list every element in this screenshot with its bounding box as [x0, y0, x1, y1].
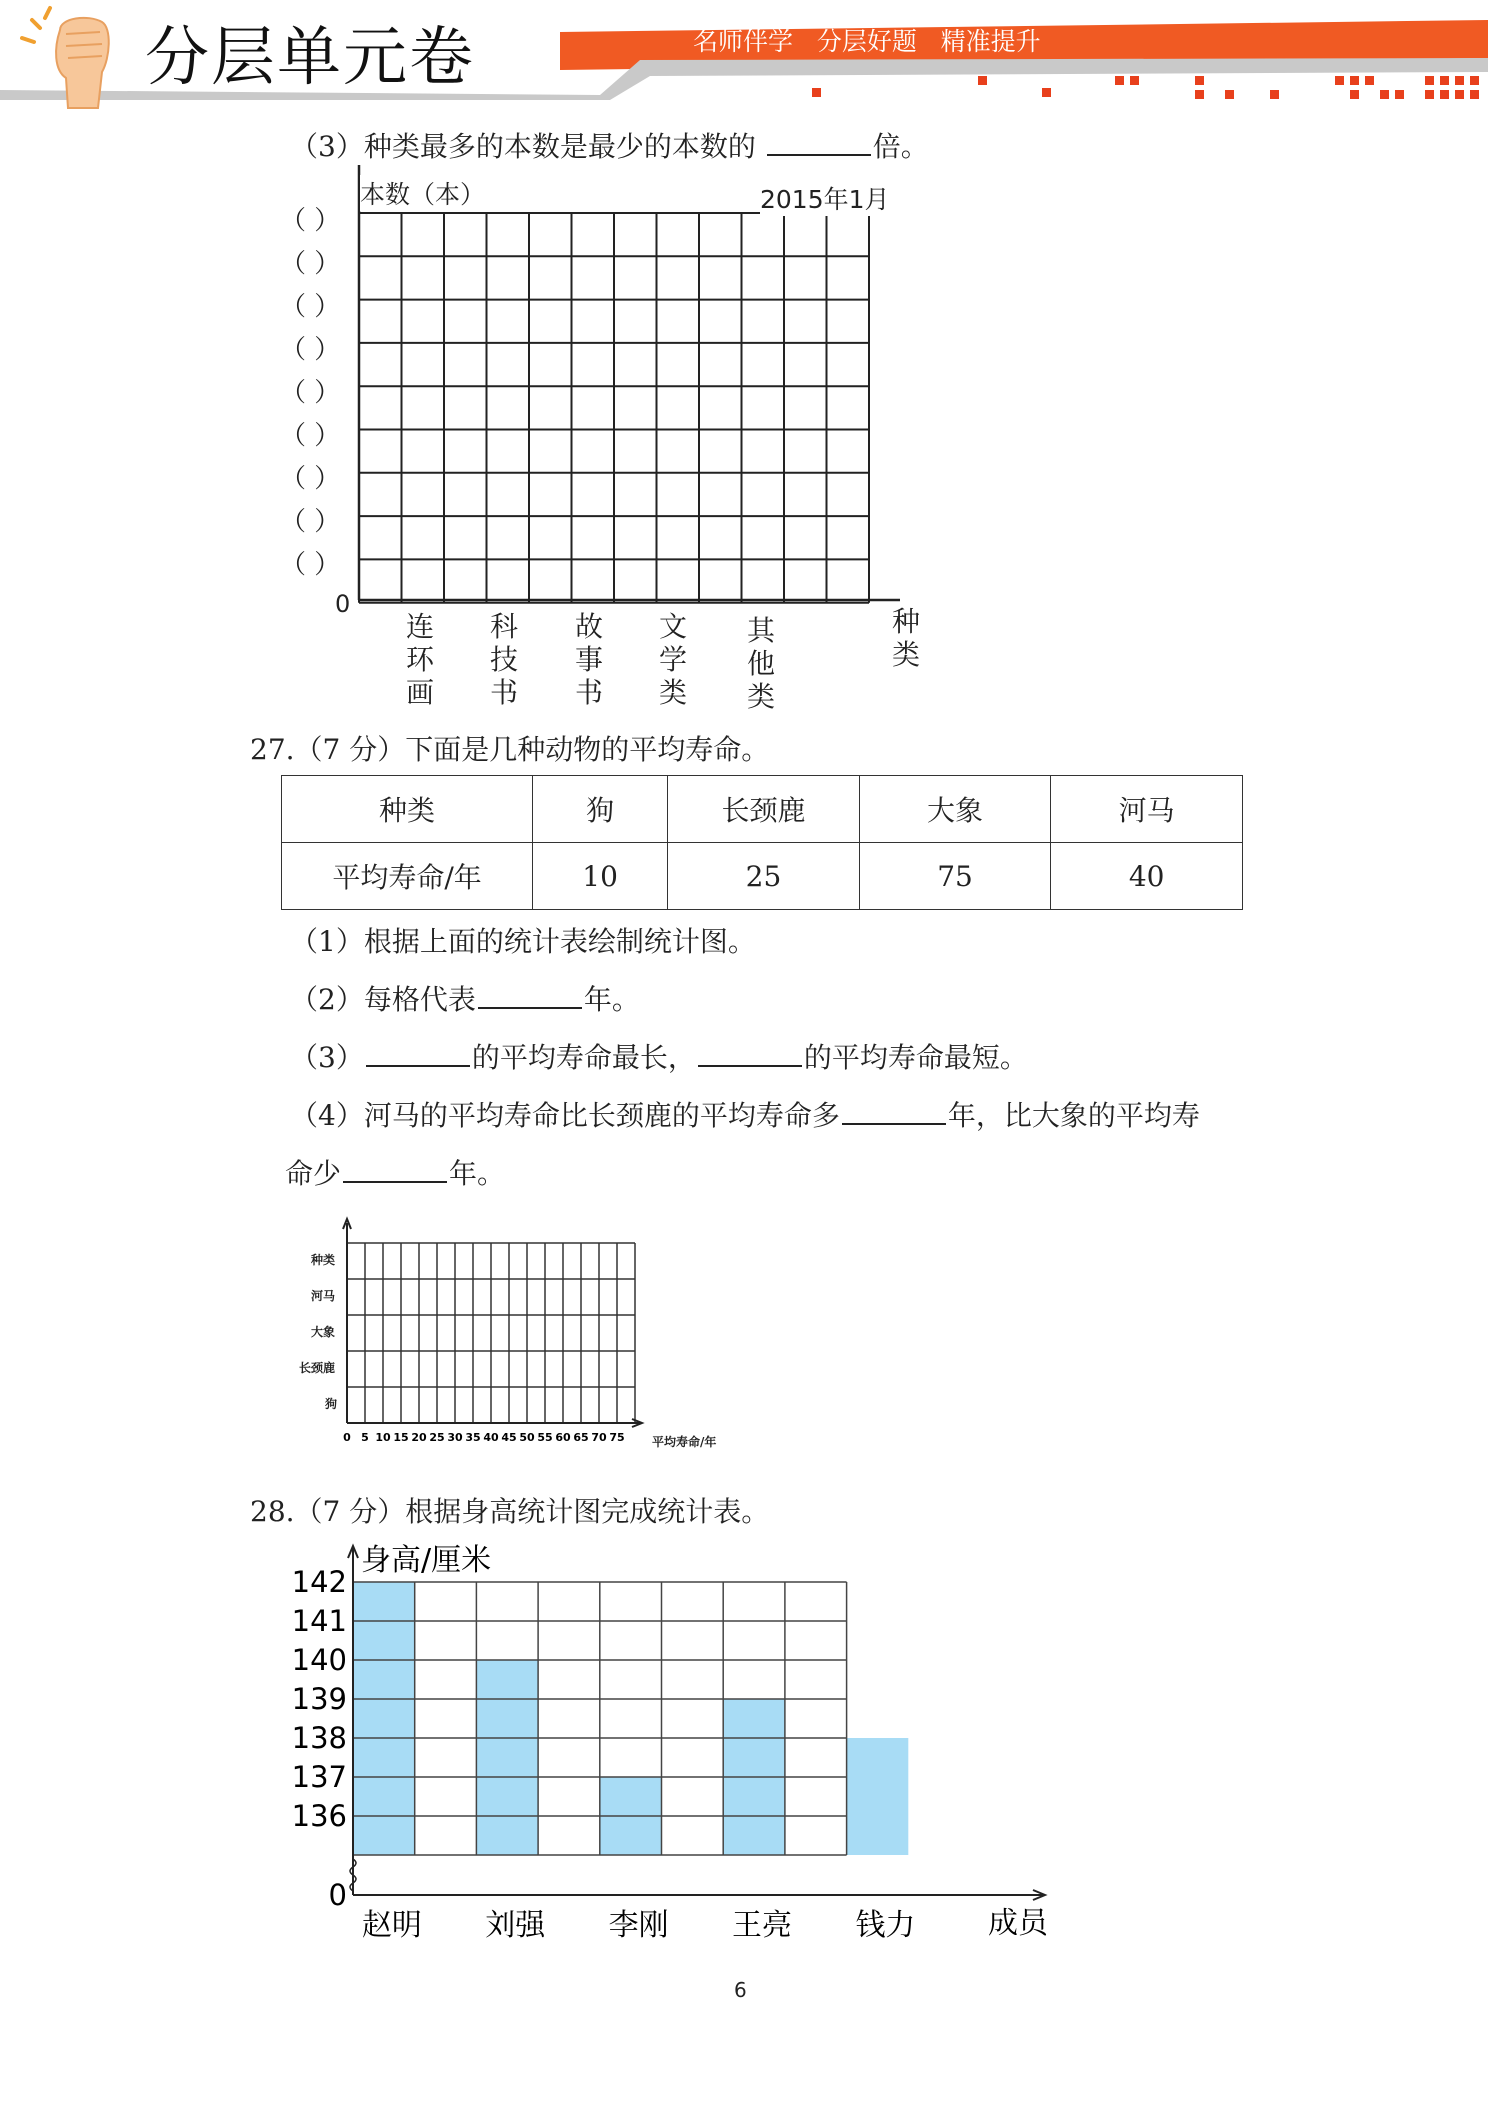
y-tick-label: 138 [291, 1721, 347, 1755]
fist-logo-icon [10, 0, 130, 110]
q27-sub3-prefix: （3） [290, 1041, 364, 1074]
q27-x-title: 平均寿命/年 [652, 1435, 717, 1449]
y-tick-label: 0 [328, 1878, 347, 1912]
x-tick-label: 75 [609, 1431, 625, 1444]
q26-ylabel: 本数（本） [360, 175, 489, 211]
q26-y-blank[interactable]: （ ） [280, 292, 341, 322]
x-tick-label: 刘强 [485, 1908, 546, 1943]
x-tick-label: 王亮 [732, 1908, 793, 1943]
y-tick-label: 137 [291, 1760, 347, 1794]
q26-ylabels [280, 165, 360, 618]
x-tick-label: 45 [501, 1431, 517, 1444]
x-tick-label: 70 [591, 1431, 607, 1444]
q27-table [281, 775, 1243, 910]
q28-title: 28.（7 分）根据身高统计图完成统计表。 [250, 1495, 770, 1528]
q26-y-blank[interactable]: （ ） [280, 550, 341, 580]
x-tick-label: 李刚 [608, 1908, 669, 1943]
x-tick-label: 15 [393, 1431, 409, 1444]
q27-sub4-mid: 年，比大象的平均寿 [947, 1099, 1200, 1132]
table-cell: 河马 [1051, 776, 1243, 843]
bar [476, 1660, 538, 1855]
q26-y-blank[interactable]: （ ） [280, 507, 341, 537]
q27-sub2-prefix: （2）每格代表 [290, 983, 476, 1016]
bar [847, 1738, 909, 1855]
x-tick-label: 55 [537, 1431, 553, 1444]
q27-sub4-blank-2[interactable] [343, 1155, 447, 1183]
y-tick-label: 139 [291, 1682, 347, 1716]
x-tick-label: 50 [519, 1431, 535, 1444]
x-tick-label: 10 [375, 1431, 391, 1444]
q27-sub3-blank-1[interactable] [366, 1039, 470, 1067]
q26-zero: 0 [335, 590, 351, 618]
q27-y-item: 长颈鹿 [299, 1361, 336, 1375]
q27-sub3-suffix: 的平均寿命最短。 [803, 1041, 1028, 1074]
q27-sub2-blank[interactable] [478, 981, 582, 1009]
x-tick-label: 25 [429, 1431, 445, 1444]
table-cell: 大象 [859, 776, 1051, 843]
q27-sub1: （1）根据上面的统计表绘制统计图。 [290, 925, 756, 958]
q26-cat-qitalei: 其 他 类 [746, 614, 775, 713]
q26-y-blank[interactable]: （ ） [280, 249, 341, 279]
q26-date: 2015年1月 [760, 180, 890, 216]
q27-sub4-line2-prefix: 命少 [285, 1157, 342, 1190]
q27-y-item: 狗 [325, 1397, 338, 1411]
header-slogan: 名师伴学 分层好题 精准提升 [693, 27, 1041, 56]
x-tick-label: 30 [447, 1431, 463, 1444]
q26-y-blank[interactable]: （ ） [280, 206, 341, 236]
x-axis-title: 成员 [988, 1906, 1048, 1941]
q27-sub4-blank-1[interactable] [842, 1097, 946, 1125]
y-tick-label: 141 [291, 1604, 347, 1638]
q27-sub3-blank-2[interactable] [698, 1039, 802, 1067]
q26-y-blank[interactable]: （ ） [280, 464, 341, 494]
q26-cat-gushishu: 故 事 书 [574, 610, 603, 709]
q26-y-blank[interactable]: （ ） [280, 378, 341, 408]
q27-sub2-suffix: 年。 [583, 983, 640, 1016]
q27-sub3-mid: 的平均寿命最长， [471, 1041, 696, 1074]
q28-chart [285, 1540, 1085, 1943]
table-cell: 狗 [533, 776, 668, 843]
x-tick-label: 40 [483, 1431, 499, 1444]
q26-y-blank[interactable]: （ ） [280, 335, 341, 365]
x-tick-label: 60 [555, 1431, 571, 1444]
x-tick-label: 35 [465, 1431, 481, 1444]
table-cell: 25 [668, 843, 860, 910]
table-cell: 种类 [282, 776, 533, 843]
q27-sub4 [290, 1094, 1200, 1134]
q27-sub4-line2 [285, 1152, 505, 1192]
q27-title: 27.（7 分）下面是几种动物的平均寿命。 [250, 733, 770, 766]
q27-sub2 [290, 978, 640, 1018]
x-tick-label: 钱力 [855, 1908, 916, 1943]
q26-sub3 [290, 125, 929, 165]
y-tick-label: 136 [291, 1799, 347, 1833]
q26-chart [280, 165, 940, 725]
table-row [282, 843, 1243, 910]
table-cell: 75 [859, 843, 1051, 910]
table-row [282, 776, 1243, 843]
header-title: 分层单元卷 [145, 21, 475, 95]
q26-grid[interactable] [280, 165, 940, 605]
q26-xaxis-label: 种 类 [891, 605, 920, 671]
x-tick-label: 5 [361, 1431, 369, 1444]
q26-cat-wenxuelei: 文 学 类 [658, 610, 687, 709]
x-tick-label: 0 [343, 1431, 351, 1444]
table-cell: 长颈鹿 [668, 776, 860, 843]
page-header [0, 0, 1488, 110]
q27-chart [295, 1215, 745, 1455]
page-number: 6 [734, 1978, 747, 2002]
x-tick-label: 赵明 [361, 1908, 422, 1943]
q26-cat-kejishu: 科 技 书 [489, 610, 518, 709]
q26-sub3-prefix: （3）种类最多的本数是最少的本数的 [290, 130, 756, 163]
table-cell: 40 [1051, 843, 1243, 910]
q27-y-title: 种类 [311, 1253, 336, 1267]
bar [353, 1582, 415, 1855]
q26-sub3-suffix: 倍。 [872, 130, 929, 163]
q28-bar-chart [285, 1540, 1085, 1943]
q27-grid[interactable] [295, 1215, 745, 1455]
q27-sub4-suffix: 年。 [449, 1157, 506, 1190]
y-axis-title: 身高/厘米 [361, 1543, 492, 1578]
q26-sub3-blank[interactable] [767, 128, 871, 156]
table-cell: 平均寿命/年 [282, 843, 533, 910]
q27-y-item: 河马 [311, 1289, 336, 1303]
q26-cat-lianhuanhua: 连 环 画 [405, 610, 434, 709]
q27-sub3 [290, 1036, 1028, 1076]
q27-sub4-prefix: （4）河马的平均寿命比长颈鹿的平均寿命多 [290, 1099, 840, 1132]
table-cell: 10 [533, 843, 668, 910]
y-tick-label: 142 [291, 1565, 347, 1599]
q27-y-item: 大象 [311, 1325, 336, 1339]
y-tick-label: 140 [291, 1643, 347, 1677]
x-tick-label: 65 [573, 1431, 589, 1444]
x-tick-label: 20 [411, 1431, 427, 1444]
q26-y-blank[interactable]: （ ） [280, 421, 341, 451]
